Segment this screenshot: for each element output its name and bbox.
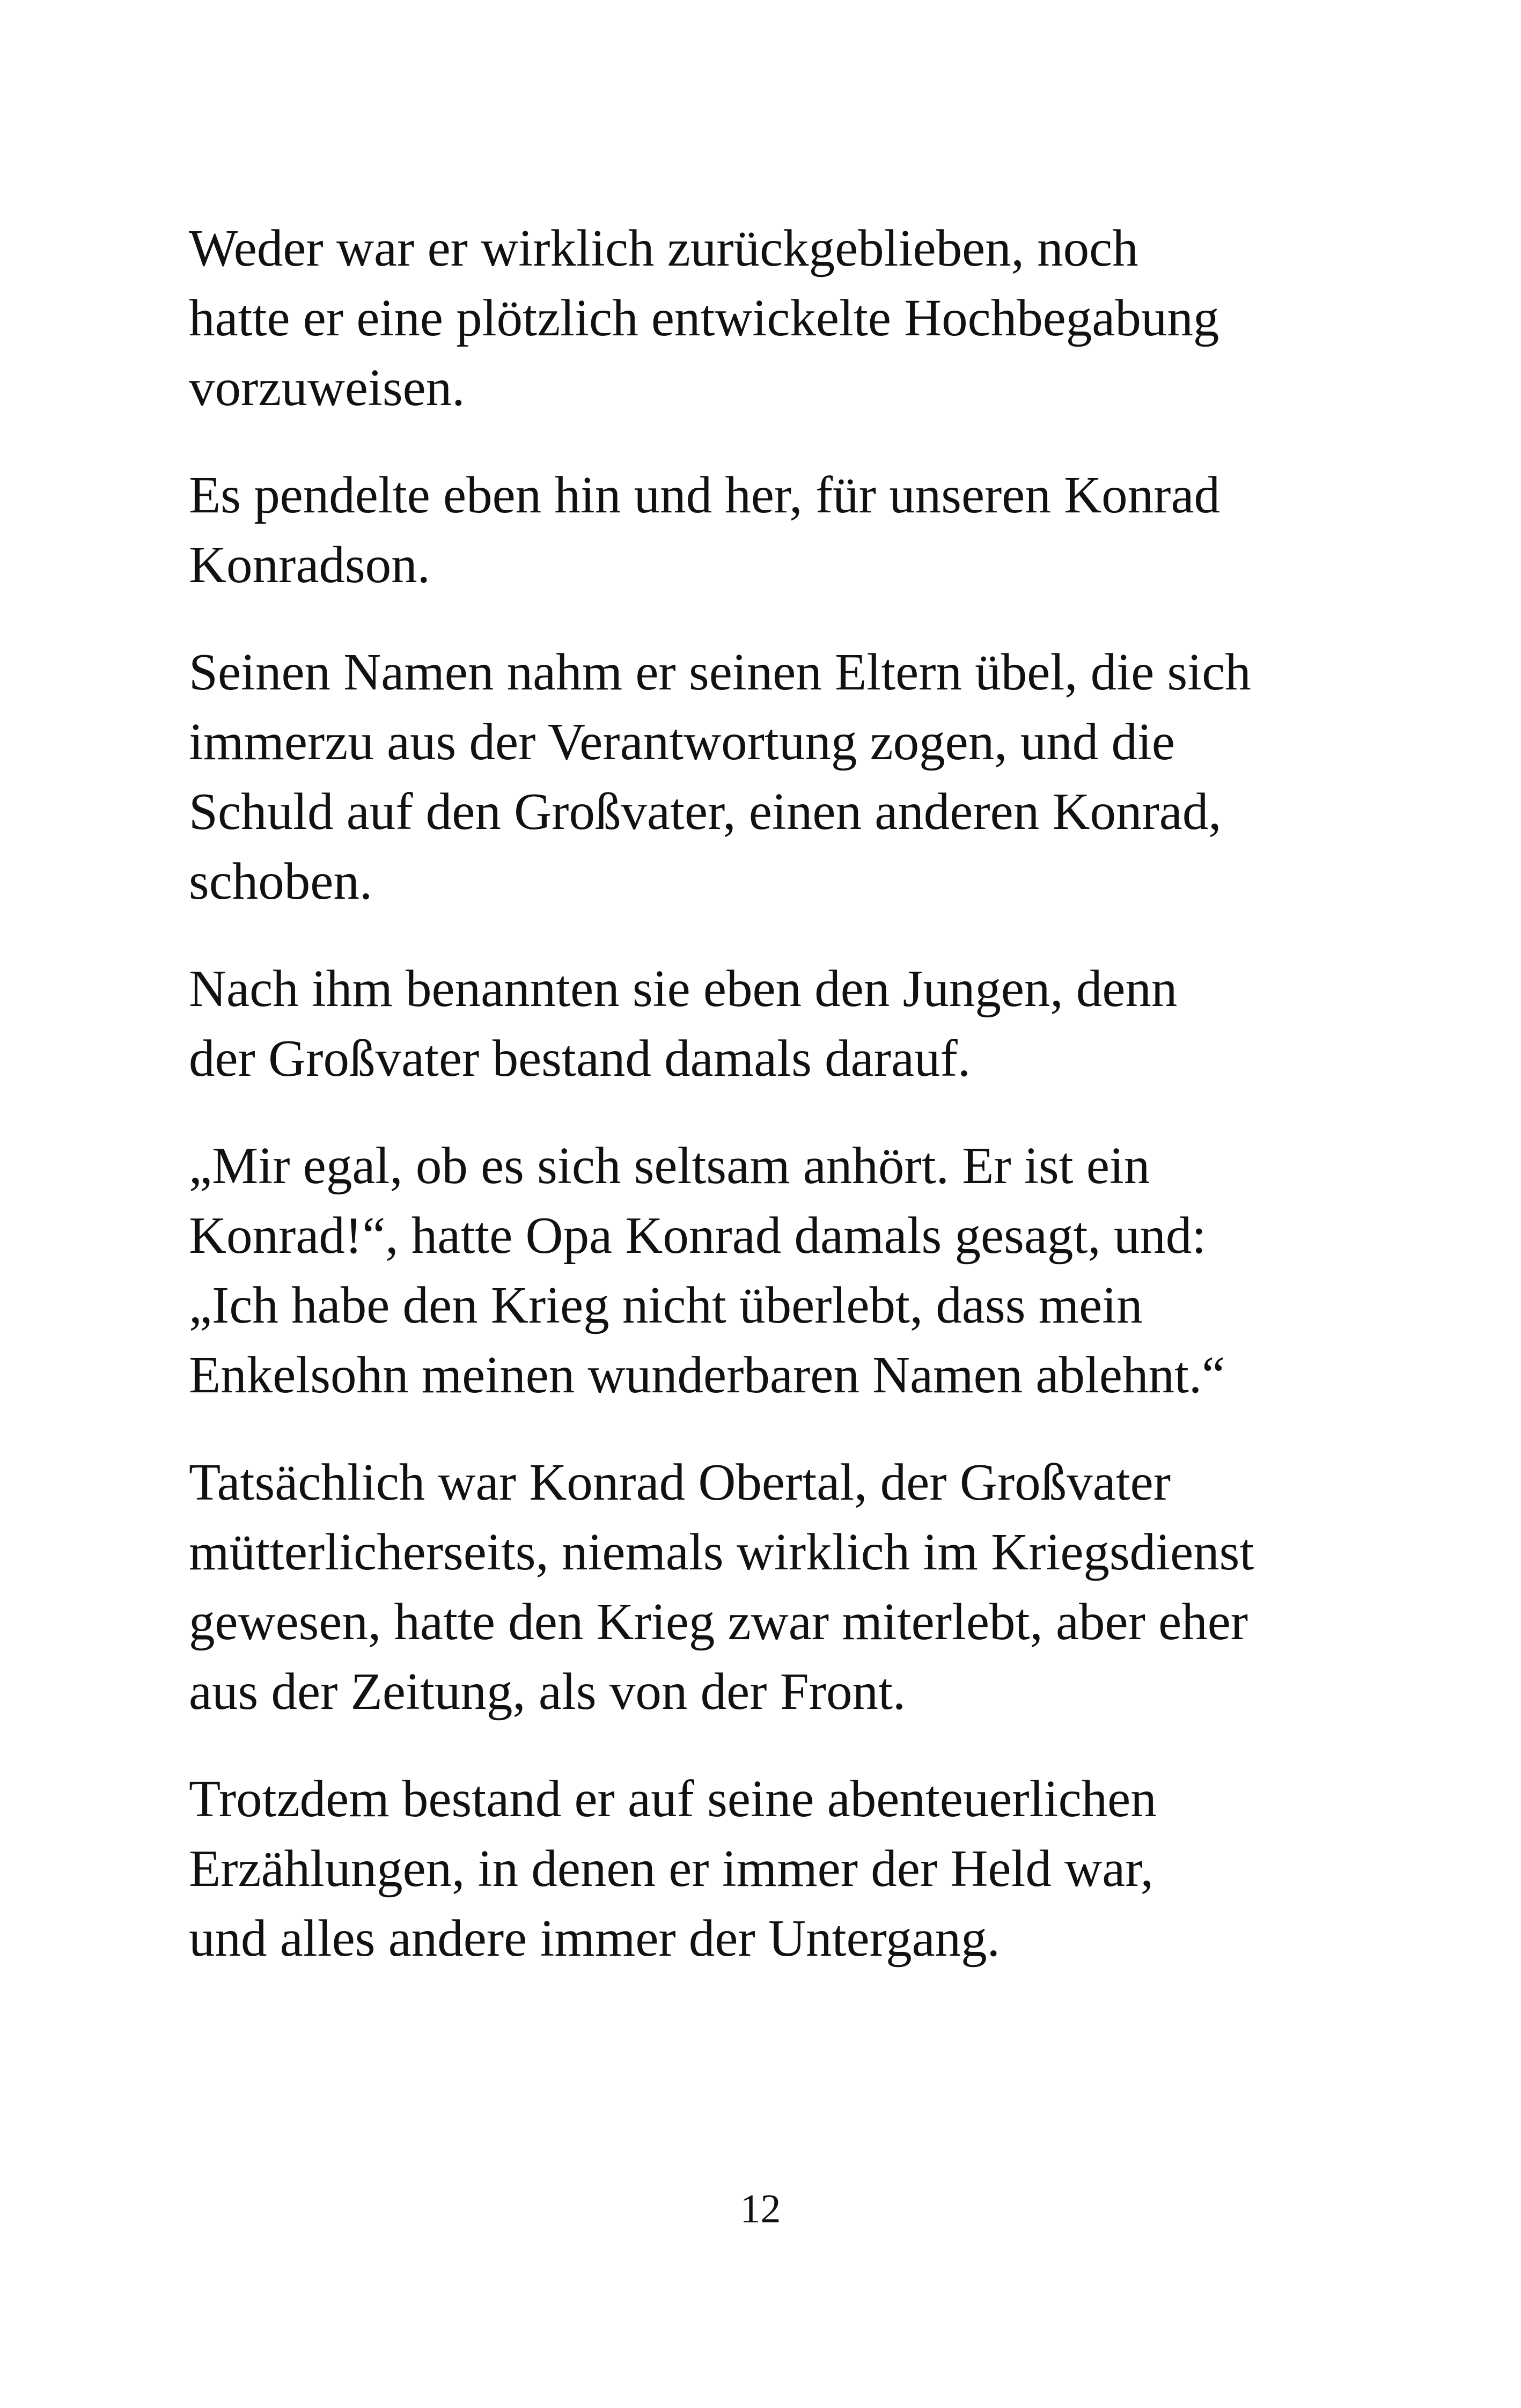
text-line: Erzählungen, in denen er immer der Held war, [189, 1840, 1153, 1897]
text-line: Seinen Namen nahm er seinen Eltern übel, die sich [189, 643, 1251, 701]
text-line: mütterlicherseits, niemals wirklich im Kriegsdienst [189, 1523, 1254, 1581]
text-line: gewesen, hatte den Krieg zwar miterlebt, aber eher [189, 1593, 1248, 1650]
page-number: 12 [740, 2186, 781, 2231]
text-line: Trotzdem bestand er auf seine abenteuerlichen [189, 1770, 1157, 1827]
paragraph [189, 637, 1337, 916]
text-line: hatte er eine plötzlich entwickelte Hochbegabung [189, 289, 1219, 347]
paragraph [189, 1764, 1337, 1973]
text-line: Schuld auf den Großvater, einen anderen Konrad, [189, 783, 1222, 840]
body-text [189, 214, 1337, 2011]
paragraph [189, 460, 1337, 600]
text-line: Enkelsohn meinen wunderbaren Namen ablehnt.“ [189, 1346, 1225, 1404]
text-line: vorzuweisen. [189, 359, 465, 416]
paragraph [189, 1448, 1337, 1727]
paragraph [189, 954, 1337, 1093]
text-line: schoben. [189, 853, 373, 910]
text-line: und alles andere immer der Untergang. [189, 1910, 1000, 1967]
paragraph [189, 214, 1337, 423]
text-line: Es pendelte eben hin und her, für unseren Konrad [189, 466, 1221, 524]
text-line: Tatsächlich war Konrad Obertal, der Großvater [189, 1453, 1171, 1511]
text-line: immerzu aus der Verantwortung zogen, und die [189, 713, 1175, 770]
text-line: aus der Zeitung, als von der Front. [189, 1663, 906, 1720]
text-line: Konrad!“, hatte Opa Konrad damals gesagt, und: [189, 1207, 1207, 1264]
paragraph [189, 1131, 1337, 1410]
text-line: „Mir egal, ob es sich seltsam anhört. Er ist ein [189, 1137, 1150, 1194]
text-line: Weder war er wirklich zurückgeblieben, noch [189, 219, 1138, 277]
text-line: der Großvater bestand damals darauf. [189, 1030, 971, 1087]
text-line: Nach ihm benannten sie eben den Jungen, denn [189, 960, 1178, 1017]
text-line: Konradson. [189, 536, 430, 593]
text-line: „Ich habe den Krieg nicht überlebt, dass mein [189, 1276, 1143, 1334]
